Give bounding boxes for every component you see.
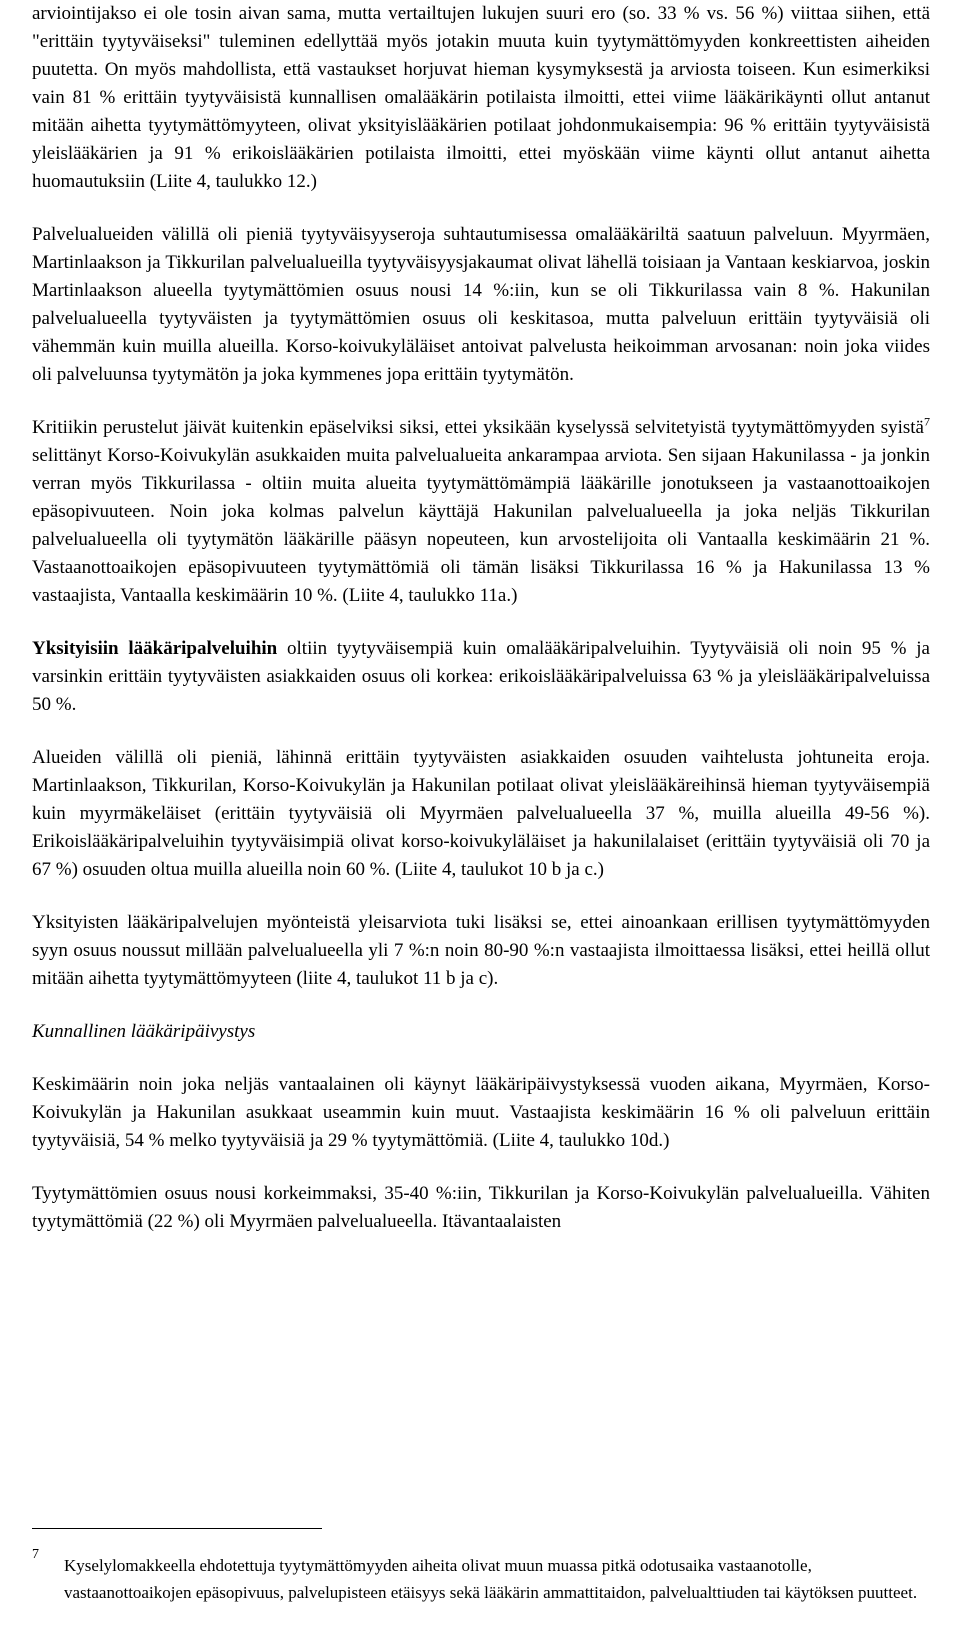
paragraph-7: Keskimäärin noin joka neljäs vantaalainen oli käynyt lääkäripäivystyksessä vuoden aikana, Myyrmäen, Korso-Koivukylän ja Hakunilan asukkaat useammin kuin muut. Vastaajista keskimäärin 16 % oli palveluun erittäin tyytyväisiä, 54 % melko tyytyväisiä ja 29 % tyytymättömiä. (Liite 4, taulukko 10d.) bbox=[32, 1074, 930, 1151]
document-body bbox=[32, 0, 930, 1236]
paragraph-4-text: oltiin tyytyväisempiä kuin omalääkäripalveluihin. Tyytyväisiä oli noin 95 % ja varsinkin erittäin tyytyväisten asiakkaiden osuus oli korkea: erikoislääkäripalveluissa 63 % ja yleislääkäripalveluissa 50 %. bbox=[32, 638, 930, 715]
footnote-divider bbox=[32, 1528, 322, 1529]
section-heading: Kunnallinen lääkäripäivystys bbox=[32, 1021, 256, 1042]
paragraph-3 bbox=[32, 414, 930, 610]
paragraph-8: Tyytymättömien osuus nousi korkeimmaksi, 35-40 %:iin, Tikkurilan ja Korso-Koivukylän palvelualueilla. Vähiten tyytymättömiä (22 %) oli Myyrmäen palvelualueella. Itävantaalaisten bbox=[32, 1183, 930, 1232]
paragraph-1: arviointijakso ei ole tosin aivan sama, mutta vertailtujen lukujen suuri ero (so. 33 % vs. 56 %) viittaa siihen, että "erittäin tyytyväiseksi" tuleminen edellyttää myös jotakin muuta kuin tyytymättömyyden konkreettisten aiheiden puutetta. On myös mahdollista, että vastaukset horjuvat hieman kysymyksestä ja arviosta toiseen. Kun esimerkiksi vain 81 % erittäin tyytyväisistä kunnallisen omalääkärin potilaista ilmoitti, ettei viime lääkärikäynti ollut antanut mitään aihetta tyytymättömyyteen, olivat yksityislääkärien potilaat johdonmukaisempia: 96 % erittäin tyytyväisistä yleislääkärien ja 91 % erikoislääkärien potilaista ilmoitti, ettei myöskään viime käynti ollut antanut aihetta huomautuksiin (Liite 4, taulukko 12.) bbox=[32, 3, 930, 192]
paragraph-3-part-b: selittänyt Korso-Koivukylän asukkaiden muita palvelualueita ankarampaa arviota. Sen sijaan Hakunilassa - ja jonkin verran myös Tikkurilassa - oltiin muita alueita tyytymättömämpiä lääkärille jonotukseen ja vastaanottoaikojen epäsopivuuteen. Noin joka kolmas palvelun käyttäjä Hakunilan palvelualueella ja joka neljäs Tikkurilan palvelualueella oli tyytymätön lääkärille pääsyn nopeuteen, kun arvostelijoita oli Vantaalla keskimäärin 21 %. Vastaanottoaikojen epäsopivuuteen tyytymättömiä oli tämän lisäksi Tikkurilassa 16 % ja Hakunilassa 13 % vastaajista, Vantaalla keskimäärin 10 %. (Liite 4, taulukko 11a.) bbox=[32, 445, 930, 606]
paragraph-2: Palvelualueiden välillä oli pieniä tyytyväisyyseroja suhtautumisessa omalääkäriltä saatuun palveluun. Myyrmäen, Martinlaakson ja Tikkurilan palvelualueilla tyytyväisyysjakaumat olivat lähellä toisiaan ja Vantaan keskiarvoa, joskin Martinlaakson alueella tyytymättömien osuus nousi 14 %:iin, kun se oli Tikkurilassa vain 8 %. Hakunilan palvelualueella tyytyväisten ja tyytymättömien osuus oli keskitasoa, mutta palveluun erittäin tyytyväisiä oli vähemmän kuin muilla alueilla. Korso-koivukyläläiset antoivat palvelusta heikoimman arvosanan: noin joka viides oli palveluunsa tyytymätön ja joka kymmenes jopa erittäin tyytymätön. bbox=[32, 224, 930, 385]
paragraph-6: Yksityisten lääkäripalvelujen myönteistä yleisarviota tuki lisäksi se, ettei ainoankaan erillisen tyytymättömyyden syyn osuus noussut millään palvelualueella yli 7 %:n noin 80-90 %:n vastaajista ilmoittaessa lisäksi, ettei heillä ollut mitään aihetta tyytymättömyyteen (liite 4, taulukot 11 b ja c). bbox=[32, 912, 930, 989]
footnote-text: Kyselylomakkeella ehdotettuja tyytymättömyyden aiheita olivat muun muassa pitkä odotusaika vastaanotolle, vastaanottoaikojen epäsopivuus, palvelupisteen etäisyys sekä lääkärin ammattitaidon, palvelualttiuden tai käytöksen puutteet. bbox=[64, 1556, 918, 1602]
footnote-number: 7 bbox=[32, 1547, 39, 1562]
paragraph-3-part-a: Kritiikin perustelut jäivät kuitenkin epäselviksi siksi, ettei yksikään kyselyssä selvitetyistä tyytymättömyyden syistä bbox=[32, 417, 924, 438]
paragraph-4 bbox=[32, 635, 930, 719]
footnote-reference[interactable]: 7 bbox=[924, 414, 930, 429]
paragraph-5: Alueiden välillä oli pieniä, lähinnä erittäin tyytyväisten asiakkaiden osuuden vaihtelusta johtuneita eroja. Martinlaakson, Tikkurilan, Korso-Koivukylän ja Hakunilan potilaat olivat yleislääkäreihinsä hieman tyytyväisempiä kuin myyrmäkeläiset (erittäin tyytyväisiä oli Myyrmäen palvelualueella 37 %, muilla alueilla 49-56 %). Erikoislääkäripalveluihin tyytyväisimpiä olivat korso-koivukyläläiset ja hakunilalaiset (erittäin tyytyväisiä oli 70 ja 67 %) osuuden oltua muilla alueilla noin 60 %. (Liite 4, taulukot 10 b ja c.) bbox=[32, 747, 930, 880]
paragraph-4-bold-lead: Yksityisiin lääkäripalveluihin bbox=[32, 638, 278, 659]
